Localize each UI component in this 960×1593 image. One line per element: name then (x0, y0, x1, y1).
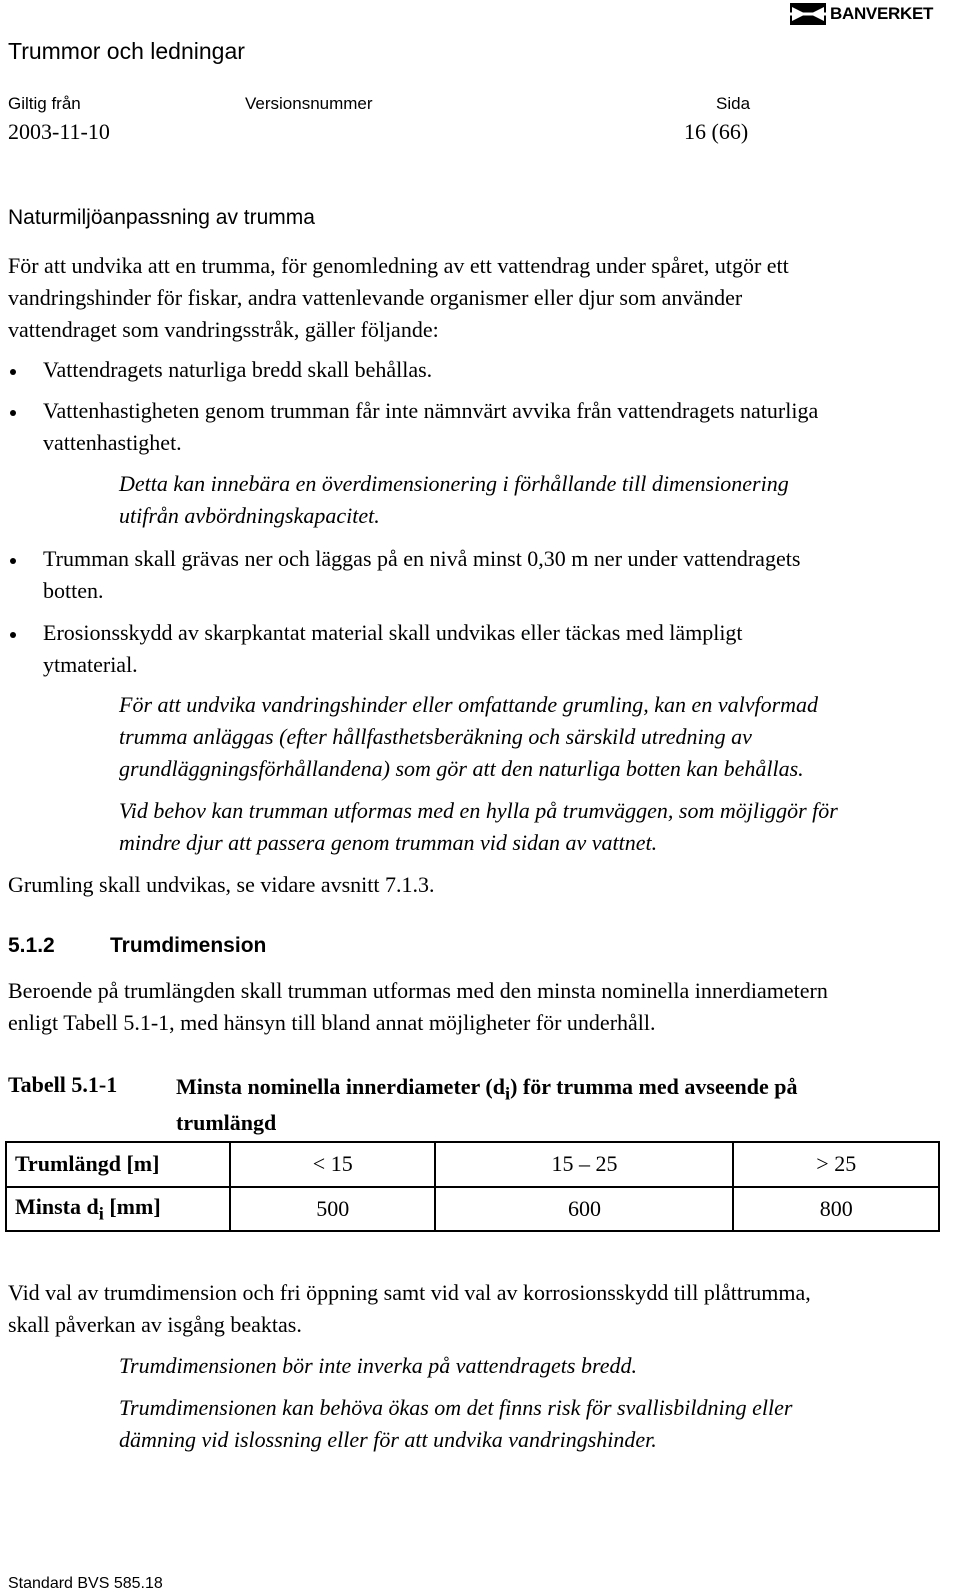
bullet-icon (10, 558, 16, 564)
text-line: Beroende på trumlängden skall trumman utformas med den minsta nominella innerdiametern (8, 978, 828, 1003)
table-cell: 500 (230, 1187, 435, 1232)
italic-note (119, 795, 838, 859)
table-caption-title (176, 1072, 797, 1138)
text-line: enligt Tabell 5.1-1, med hänsyn till bland annat möjligheter för underhåll. (8, 1010, 656, 1035)
text-line: trumma anläggas (efter hållfasthetsberäkning och särskild utredning av (119, 724, 752, 749)
caption-line: trumlängd (176, 1110, 277, 1136)
text-line: Erosionsskydd av skarpkantat material skall undvikas eller täckas med lämpligt (43, 620, 743, 645)
footer-standard: Standard BVS 585.18 (8, 1575, 163, 1592)
table-cell: > 25 (733, 1142, 939, 1187)
caption-subscript: i (504, 1083, 511, 1104)
table-row (6, 1187, 939, 1232)
body-paragraph (8, 1277, 811, 1341)
text-line: botten. (43, 578, 104, 603)
text-line: Vattendragets naturliga bredd skall behållas. (43, 357, 433, 382)
document-title: Trummor och ledningar (8, 38, 245, 64)
section-heading: Naturmiljöanpassning av trumma (8, 206, 315, 229)
bullet-icon (10, 632, 16, 638)
row-header-subscript: i (98, 1202, 104, 1223)
italic-note: Trumdimensionen bör inte inverka på vattendragets bredd. (119, 1353, 637, 1378)
caption-text: Minsta nominella innerdiameter (d (176, 1074, 505, 1099)
table-caption-number: Tabell 5.1-1 (8, 1072, 118, 1097)
italic-note (119, 468, 789, 532)
intro-paragraph (8, 975, 828, 1039)
row-header (6, 1187, 230, 1232)
text-line: utifrån avbördningskapacitet. (119, 503, 380, 528)
text-line: Vid val av trumdimension och fri öppning samt vid val av korrosionsskydd till plåttrumma, (8, 1280, 811, 1305)
table-cell: 600 (435, 1187, 733, 1232)
text-line: Trumdimensionen kan behöva ökas om det finns risk för svallisbildning eller (119, 1395, 793, 1420)
row-header-text: [mm] (103, 1193, 161, 1219)
text-line: grundläggningsförhållandena) som gör att den naturliga botten kan behållas. (119, 756, 804, 781)
intro-paragraph (8, 250, 789, 346)
bullet-item (43, 354, 432, 386)
italic-note (119, 689, 818, 785)
table-cell: < 15 (230, 1142, 435, 1187)
text-line: Vid behov kan trumman utformas med en hylla på trumväggen, som möjliggör för (119, 798, 838, 823)
text-line: skall påverkan av isgång beaktas. (8, 1312, 302, 1337)
row-header: Trumlängd [m] (6, 1142, 230, 1187)
row-header-text: Minsta d (15, 1193, 99, 1219)
page-label: Sida (716, 94, 751, 113)
table-row (6, 1142, 939, 1187)
text-line: Detta kan innebära en överdimensionering i förhållande till dimensionering (119, 471, 789, 496)
logo-text: BANVERKET (830, 4, 934, 23)
version-label: Versionsnummer (245, 94, 373, 113)
text-line: vattendraget som vandringsstråk, gäller följande: (8, 317, 439, 342)
text-line: mindre djur att passera genom trumman vid sidan av vattnet. (119, 830, 658, 855)
table-cell: 800 (733, 1187, 939, 1232)
text-line: Trumman skall grävas ner och läggas på en nivå minst 0,30 m ner under vattendragets (43, 546, 801, 571)
text-line: För att undvika vandringshinder eller omfattande grumling, kan en valvformad (119, 692, 819, 717)
table-cell: 15 – 25 (435, 1142, 733, 1187)
text-line: Vattenhastigheten genom trumman får inte nämnvärt avvika från vattendragets naturliga (43, 398, 819, 423)
text-line: vandringshinder för fiskar, andra vattenlevande organismer eller djur som använder (8, 285, 743, 310)
bullet-item (43, 617, 743, 681)
caption-line (176, 1072, 797, 1108)
closing-paragraph: Grumling skall undvikas, se vidare avsnitt 7.1.3. (8, 872, 435, 897)
subsection-number: 5.1.2 (8, 934, 55, 957)
banverket-logo-icon (790, 3, 826, 25)
page-number: 16 (66) (684, 119, 749, 144)
text-line: vattenhastighet. (43, 430, 182, 455)
subsection-title: Trumdimension (110, 934, 267, 957)
bullet-item (43, 395, 818, 459)
text-line: För att undvika att en trumma, för genomledning av ett vattendrag under spåret, utgör ett (8, 253, 789, 278)
dimension-table (5, 1141, 940, 1232)
valid-from-value: 2003-11-10 (8, 119, 110, 144)
bullet-icon (10, 369, 16, 375)
italic-note (119, 1392, 792, 1456)
text-line: ytmaterial. (43, 652, 138, 677)
valid-from-label: Giltig från (8, 94, 81, 113)
banverket-logo (790, 2, 933, 26)
bullet-item (43, 543, 800, 607)
text-line: dämning vid islossning eller för att undvika vandringshinder. (119, 1427, 657, 1452)
bullet-icon (10, 410, 16, 416)
caption-text: ) för trumma med avseende på (510, 1074, 798, 1099)
